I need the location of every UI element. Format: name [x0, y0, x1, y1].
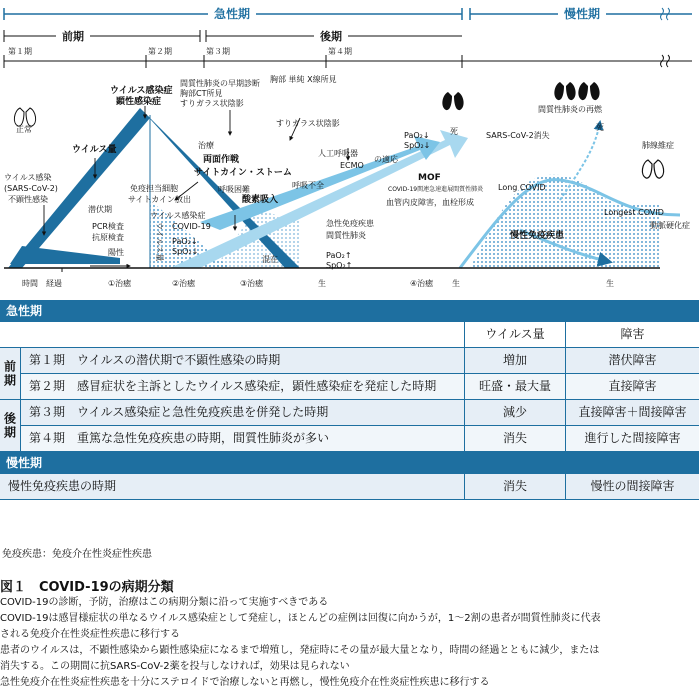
label-interstitial-relapse: 間質性肺炎の再燃 [538, 105, 602, 114]
label-immune-cell: 免疫担当細胞 [130, 184, 178, 193]
label-mof-sub: COVID-19関連急速進展間質性肺炎 [388, 186, 484, 193]
label-t4: ④治癒 [410, 279, 434, 288]
label-t-live3: 生 [606, 279, 614, 288]
col-virus-header: ウイルス量 [464, 322, 565, 347]
label-p1: 第１期 [8, 47, 32, 56]
label-vasc: 血管内皮障害，血栓形成 [386, 198, 474, 207]
label-spo2-down-a: SpO₂↓ [172, 247, 199, 256]
label-subclin: 不顕性感染 [8, 195, 48, 204]
label-chronic-immune: 慢性免疫疾患 [510, 231, 565, 241]
label-latent: 潜伏期 [88, 205, 112, 214]
figure-caption [0, 545, 699, 691]
table-row: 慢性免疫疾患の時期 消失 慢性の間接障害 [0, 474, 699, 500]
label-ggo2: すりガラス状陰影 [276, 119, 340, 128]
lung-fibrosis-icon [642, 160, 663, 178]
label-pao2-up: PaO₂↑ [326, 251, 352, 260]
caption-line: 患者のウイルスは，不顕性感染から顕性感染症になるまで増殖し，発症時にその量が最大量となり，時間の経過とともに減少，または [0, 645, 600, 656]
table-row: 第１期 ウイルスの潜伏期で不顕性感染の時期 増加 潜伏障害 [21, 348, 699, 374]
label-t2: ②治癒 [172, 279, 196, 288]
lung-relapse-icon [554, 82, 599, 100]
caption-line: COVID-19の診断，予防，治療はこの病期分類に沿って実施すべきである [0, 597, 329, 608]
abbreviation-note: 免疫疾患：免疫介在性炎症性疾患 [2, 549, 152, 560]
label-indication: の適応 [374, 155, 398, 164]
label-p2: 第２期 [148, 47, 172, 56]
label-normal: 正常 [16, 125, 32, 134]
label-cytokine-storm: サイトカイン・ストーム [194, 168, 292, 178]
label-acute: 急性期 [213, 7, 251, 21]
label-spo2-up: SpO₂↑ [326, 261, 353, 270]
label-spo2-down-b: SpO₂↓ [404, 141, 431, 150]
lung-normal-icon [14, 108, 35, 126]
label-interstitial: 間質性肺炎 [326, 231, 366, 240]
table-row: 第２期 感冒症状を主訴としたウイルス感染症，顕性感染症を発症した時期 旺盛・最大量 直接障害 [21, 374, 699, 399]
label-viral-amt-v: ウイルス量 [155, 222, 164, 262]
label-covid19: COVID-19 [172, 222, 211, 231]
timeline-header [4, 5, 692, 68]
label-sars: (SARS-CoV-2) [4, 184, 58, 193]
col-damage-header: 障害 [565, 322, 699, 347]
late-group [0, 400, 699, 452]
label-longest-covid: Longest COVID [604, 208, 664, 217]
acute-header: 急性期 [0, 300, 699, 322]
label-chronic: 慢性期 [563, 7, 601, 21]
label-cytokine-release: サイトカイン放出 [128, 195, 191, 204]
label-resp-distress: 呼吸困難 [218, 185, 250, 194]
label-pulm-fib: 肺線維症 [642, 141, 674, 150]
label-t-live1: 生 [318, 279, 326, 288]
label-pao2-down-b: PaO₂↓ [404, 131, 430, 140]
label-viral-disease: ウイルス感染症 [110, 86, 173, 96]
caption-line: 急性免疫介在性炎症性疾患を十分にステロイドで治療しないと再燃し，慢性免疫介在性炎症性疾患に移行する [0, 677, 490, 688]
label-death1: 死 [450, 127, 458, 136]
label-acute-immune: 急性免疫疾患 [326, 219, 374, 228]
label-long-covid: Long COVID [498, 183, 546, 192]
early-group [0, 348, 699, 400]
label-covid-disease: ウイルス感染症 [150, 211, 206, 220]
label-overt: 顕性感染症 [116, 97, 162, 107]
label-time: 時間 経過 [22, 279, 62, 288]
label-pcr: PCR検査 [92, 222, 124, 231]
label-ecmo: ECMO [340, 161, 364, 170]
label-viral-amount: ウイルス量 [72, 145, 117, 155]
label-t-live2: 生 [452, 279, 460, 288]
label-interstitial-early: 間質性肺炎の早期診断 [180, 79, 260, 88]
label-o2: 酸素吸入 [242, 195, 279, 205]
stage-table [0, 300, 699, 500]
label-sars-gone: SARS-CoV-2消失 [486, 131, 550, 140]
lung-death-icon [442, 92, 463, 110]
table-row: 第３期 ウイルス感染症と急性免疫疾患を併発した時期 減少 直接障害＋間接障害 [21, 400, 699, 426]
label-treatment: 治療 [198, 141, 214, 150]
label-positive: 陽性 [108, 248, 124, 257]
label-t1: ①治癒 [108, 279, 132, 288]
label-death2: 死 [596, 123, 604, 132]
label-xray: 胸部 単純 X線所見 [270, 75, 337, 84]
label-p3: 第３期 [206, 47, 230, 56]
pathology-diagram [0, 0, 699, 300]
caption-line: 消失する。この期間に抗SARS-CoV-2薬を投与しなければ，効果は見られない [0, 661, 350, 672]
label-p4: 第４期 [328, 47, 352, 56]
late-side-label: 後期 [0, 400, 21, 451]
label-resp-failure: 呼吸不全 [292, 181, 324, 190]
label-antigen: 抗原検査 [92, 233, 124, 242]
table-row: 第４期 重篤な急性免疫疾患の時期，間質性肺炎が多い 消失 進行した間接障害 [21, 426, 699, 451]
caption-line: COVID-19は感冒様症状の単なるウイルス感染症として発症し，ほとんどの症例は回復に向かうが，1～2割の患者が間質性肺炎に代表 [0, 613, 601, 624]
label-ggo: すりガラス状陰影 [180, 99, 244, 108]
label-early: 前期 [62, 30, 84, 43]
label-late: 後期 [320, 30, 342, 43]
chronic-header: 慢性期 [0, 452, 699, 474]
label-mixed: 混在 [262, 255, 278, 264]
figure-title: 図１ COVID-19の病期分類 [0, 580, 174, 595]
label-pao2-down-a: PaO₂↓ [172, 237, 198, 246]
label-double-edge: 両面作戦 [203, 155, 240, 165]
lower-triangle [10, 246, 120, 264]
table-header-row [0, 322, 699, 348]
label-lung-hard: 動脈硬化症 [650, 221, 690, 230]
label-mof: MOF [418, 173, 441, 183]
label-viral-inf: ウイルス感染 [4, 173, 52, 182]
label-chest-ct: 胸部CT所見 [180, 89, 223, 98]
caption-line: される免疫介在性炎症性疾患に移行する [0, 629, 180, 640]
early-side-label: 前期 [0, 348, 21, 399]
label-t3: ③治癒 [240, 279, 264, 288]
label-ventilator: 人工呼吸器 [318, 149, 358, 158]
